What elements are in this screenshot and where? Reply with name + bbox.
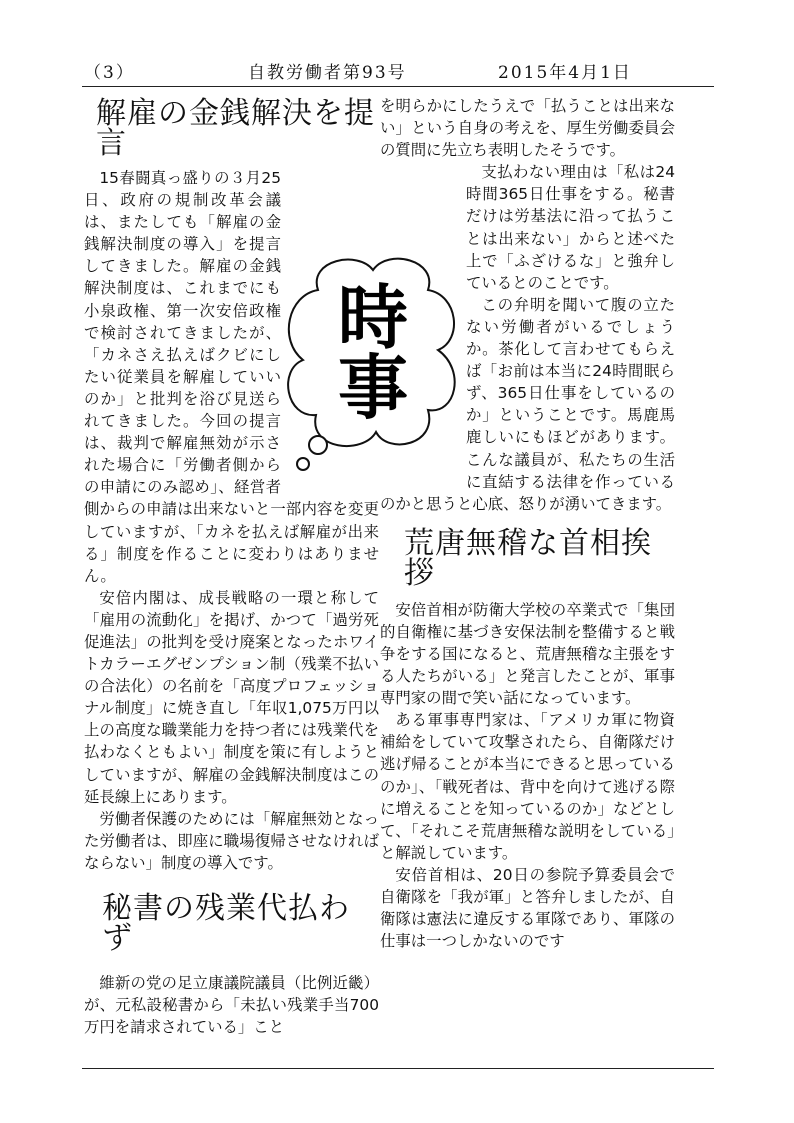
- footer-rule: [82, 1068, 714, 1069]
- right-column: [380, 95, 675, 952]
- issue-date: 2015年4月1日: [498, 63, 632, 83]
- article3-paragraph: ある軍事専門家は、「アメリカ軍に物資補給をしていて攻撃されたら、自衛隊だけ逃げ帰ることが本当にできると思っているのか」、「戦死者は、背中を向けて逃げる際に増えることを知っているのか」などとして、「それこそ荒唐無稽な説明をしている」と解説しています。: [380, 711, 675, 862]
- article3-paragraph: 安倍首相は、20日の参院予算委員会で自衛隊を「我が軍」と答弁しましたが、自衛隊は憲法に違反する軍隊であり、軍隊の仕事は一つしかないのです: [380, 865, 675, 951]
- badge-char-2: 事: [338, 347, 408, 429]
- header-rule: [82, 86, 714, 87]
- article2-paragraph: 維新の党の足立康議院議員（比例近畿）が、元私設秘書から「未払い残業手当700万円を請求されている」こと: [84, 974, 379, 1037]
- article2-paragraph: この弁明を聞いて腹の立たない労働者がいるでしょうか。茶化して言わせてもらえば「お前は本当に24時間眠らず、365日仕事をしているのか」ということです。馬鹿馬鹿しいにもほどがあります。こんな議員が、私たちの生活に直結する法律を作っているのかと思うと心底、怒りが湧いてきます。: [380, 295, 675, 513]
- issue-title: 自教労働者第93号: [248, 63, 407, 83]
- article1-paragraph: 安倍内閣は、成長戦略の一環と称して「雇用の流動化」を掲げ、かつて「過労死促進法」の批判を受け廃案となったホワイトカラーエグゼンプション制（残業不払いの合法化）の名前を「高度プロフェッショナル制度」に焼き直し「年収1,075万円以上の高度な職業能力を持つ者には残業代を払わなくともよい」制度を策に有しようとしていますが、解雇の金銭解決制度はこの延長線上にあります。: [84, 588, 379, 806]
- badge-char-1: 時: [338, 277, 408, 359]
- article1-paragraph: 労働者保護のためには「解雇無効となった労働者は、即座に職場復帰させなければならない」制度の導入です。: [84, 809, 379, 872]
- article2-title: 秘書の残業代払わず: [102, 891, 350, 956]
- left-column: [84, 95, 379, 1038]
- article2-paragraph-cont: を明らかにしたうえで「払うことは出来ない」という自身の考えを、厚生労働委員会の質問に先立ち表明したそうです。: [380, 97, 675, 160]
- article1-title: 解雇の金銭解決を提言: [96, 96, 375, 161]
- page-number: （3）: [84, 63, 135, 83]
- cloud-spacer-right: [380, 249, 466, 484]
- article1-paragraph: 15春闘真っ盛りの３月25日、政府の規制改革会議は、またしても「解雇の金銭解決制度の導入」を提言してきました。解雇の金銭解決制度は、これまでにも小泉政権、第一次安倍政権で検討されてきましたが、「カネさえ払えばクビにしたい従業員を解雇していいのか」と批判を浴び見送られてきました。今回の提言は、裁判で解雇無効が示された場合に「労働者側からの申請にのみ認め」、経営者側からの申請は出来ないと一部内容を変更していますが、「カネを払えば解雇が出来る」制度を作ることに変わりはありません。: [84, 169, 379, 585]
- article2-paragraph: 支払わない理由は「私は24時間365日仕事をする。秘書だけは労基法に沿って払うことは出来ない」からと述べた上で「ふざけるな」と強弁しているとのことです。: [466, 163, 675, 292]
- article3-title: 荒唐無稽な首相挨拶: [404, 525, 652, 591]
- article3-paragraph: 安倍首相が防衛大学校の卒業式で「集団的自衛権に基づき安保法制を整備すると戦争をする国になると、荒唐無稽な主張をする人たちがいる」と発言したことが、軍事専門家の間で笑い話になっています。: [380, 600, 675, 708]
- cloud-spacer-left: [281, 255, 379, 490]
